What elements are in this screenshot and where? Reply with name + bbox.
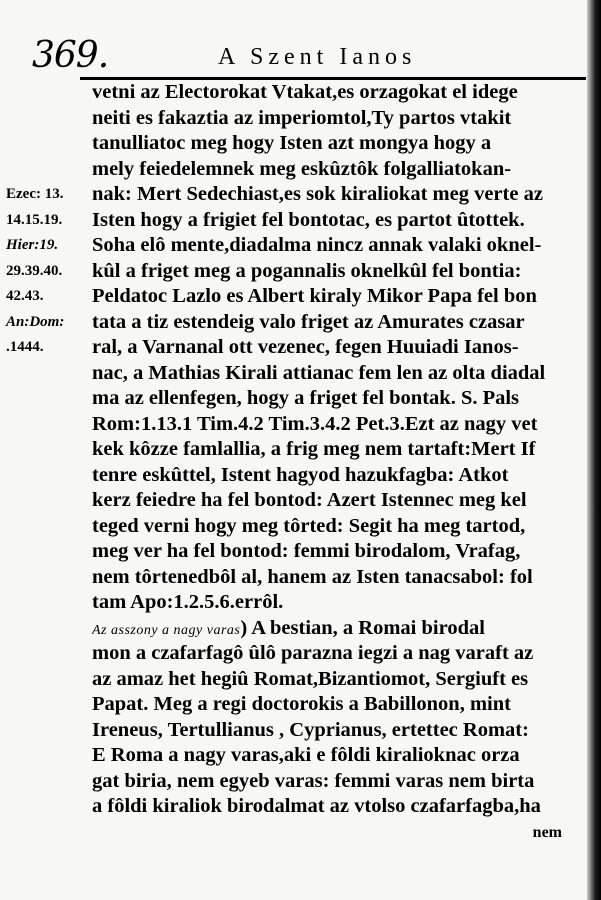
text-line: ma az ellenfegen, hogy a friget fel bontak. S. Pals: [92, 387, 520, 409]
text-line: Rom:1.13.1 Tim.4.2 Tim.3.4.2 Pet.3.Ezt az nagy vet: [92, 412, 538, 435]
text-line: tanulliatoc meg hogy Isten azt mongya hogy a: [92, 132, 492, 154]
running-head: A Szent Ianos: [218, 44, 417, 70]
page-header: [32, 36, 582, 76]
text-line: tata a tiz estendeig valo friget az Amurates czasar: [92, 310, 525, 333]
margin-note: 42.43.: [6, 288, 44, 304]
section-heading-label: Az asszony a nagy varas: [92, 622, 241, 638]
text-line: Peldatoc Lazlo es Albert kiraly Mikor Papa fel bon: [92, 285, 537, 307]
text-line: nem tôrtenedbôl al, hanem az Isten tanacsabol: fol: [92, 565, 533, 588]
text-line: ral, a Varnanal ott vezenec, fegen Huuiadi Ianos-: [92, 336, 519, 358]
text-line: mely feiedelemnek meg eskûztôk folgalliatokan-: [92, 157, 512, 180]
text-line: kek kôzze famlallia, a frig meg nem tartaft:Mert If: [92, 438, 536, 460]
text-line: Ireneus, Tertullianus , Cyprianus, ertettec Romat:: [92, 718, 529, 741]
text-line: tenre eskûttel, Istent hagyod hazukfagba: Atkot: [92, 463, 509, 486]
text-line: Papat. Meg a regi doctorokis a Babillonon, mint: [92, 693, 511, 715]
page-gutter: [587, 0, 601, 900]
margin-note: Hier:19.: [6, 237, 59, 253]
text-line: az amaz het hegiû Romat,Bizantiomot, Sergiuft es: [92, 667, 529, 690]
margin-note: 29.39.40.: [6, 262, 63, 279]
page-number: 369.: [32, 35, 109, 76]
section-heading-line: [92, 616, 592, 642]
text-line: kûl a friget meg a pogannalis oknelkûl fel bontia:: [92, 259, 522, 282]
body-text: [92, 80, 592, 845]
section-heading-text: ) A bestian, a Romai birodal: [240, 616, 485, 639]
text-line: kerz feiedre ha fel bontod: Azert Istennec meg kel: [92, 489, 527, 511]
margin-note: 14.15.19.: [6, 211, 63, 228]
catchword: nem: [532, 823, 562, 841]
text-line: mon a czafarfagô ûlô parazna iegzi a nag varaft az: [92, 642, 534, 664]
margin-notes: [6, 182, 94, 361]
text-line: E Roma a nagy varas,aki e fôldi kiralioknac orza: [92, 744, 520, 766]
text-line: nak: Mert Sedechiast,es sok kiraliokat meg verte az: [92, 183, 543, 205]
text-line: a fôldi kiraliok birodalmat az vtolso czafarfagba,ha: [92, 795, 541, 817]
text-line: Soha elô mente,diadalma nincz annak valaki oknel-: [92, 234, 542, 256]
margin-note: Ezec: 13.: [6, 186, 64, 202]
margin-note: .1444.: [6, 339, 44, 355]
text-line: gat biria, nem egyeb varas: femmi varas nem birta: [92, 769, 535, 792]
margin-note: An:Dom:: [6, 313, 65, 330]
text-line: meg ver ha fel bontod: femmi birodalom, Vrafag,: [92, 540, 521, 562]
text-line: nac, a Mathias Kirali attianac fem len az olta diadal: [92, 361, 546, 384]
text-line: Isten hogy a frigiet fel bontotac, es partot ûtottek.: [92, 208, 525, 231]
text-line: neiti es fakaztia az imperiomtol,Ty partos vtakit: [92, 106, 512, 129]
text-line: tam Apo:1.2.5.6.errôl.: [92, 591, 284, 613]
text-line: vetni az Electorokat Vtakat,es orzagokat el idege: [92, 81, 518, 103]
text-line: teged verni hogy meg tôrted: Segit ha meg tartod,: [92, 514, 526, 537]
